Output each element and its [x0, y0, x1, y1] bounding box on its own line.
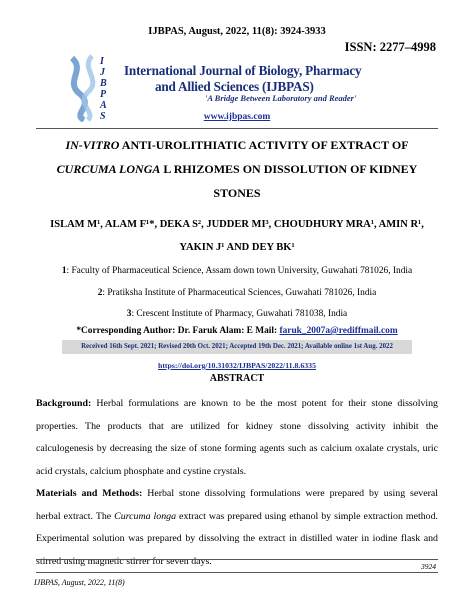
top-divider: [36, 128, 438, 129]
logo-letter-5: A: [100, 100, 107, 111]
authors-line2: YAKIN J¹ AND DEY BK¹: [179, 242, 295, 253]
journal-tagline: 'A Bridge Between Laboratory and Reader': [205, 93, 357, 103]
journal-name-line2: and Allied Sciences (IJBPAS): [155, 79, 314, 94]
title-italic-part: IN-VITRO: [65, 138, 120, 152]
logo-letter-2: J: [100, 67, 105, 78]
logo-letter-6: S: [100, 111, 106, 122]
methods-label: Materials and Methods:: [36, 488, 143, 499]
methods-text-a: Herbal stone dissolving formulations were prepared by using several herbal extract. The: [36, 488, 438, 522]
affiliation-number: 3: [126, 309, 132, 319]
footer-citation: IJBPAS, August, 2022, 11(8): [34, 578, 125, 587]
footer-divider-top: [36, 559, 438, 560]
affiliation-3: [0, 309, 474, 319]
article-dates-bar: Received 16th Sept. 2021; Revised 20th Oct. 2021; Accepted 19th Dec. 2021; Available online 1st Aug. 2022: [62, 340, 412, 354]
background-label: Background:: [36, 398, 92, 409]
logo-letter-4: P: [100, 89, 107, 100]
author-email-link[interactable]: faruk_2007a@rediffmail.com: [279, 326, 398, 336]
methods-species: Curcuma longa: [114, 510, 177, 522]
affiliation-text: : Pratiksha Institute of Pharmaceutical Sciences, Guwahati 781026, India: [102, 288, 377, 298]
journal-name-line1: International Journal of Biology, Pharmacy: [124, 63, 362, 78]
issn: ISSN: 2277–4998: [344, 40, 436, 54]
affiliation-number: 1: [61, 266, 67, 276]
logo-letter-1: I: [100, 56, 104, 67]
logo-letter-3: B: [100, 78, 107, 89]
affiliation-2: [0, 288, 474, 298]
background-text: Herbal formulations are known to be the most potent for their stone dissolving properties. The products that are utilized for kidney stone dissolving activity inhibit the calculogenesis by decreasing the size of stone forming agents such as calcium oxalate crystals, uric acid crystals, calcium phosphate and cystine crystals.: [36, 398, 438, 477]
corresponding-author: [0, 326, 474, 336]
header-citation: IJBPAS, August, 2022, 11(8): 3924-3933: [148, 26, 326, 37]
article-title-line2: [0, 162, 474, 177]
abstract-background: [36, 393, 438, 483]
corresponding-label: *Corresponding Author: Dr. Faruk Alam: E Mail:: [76, 326, 280, 336]
title-rest-part: ANTI-UROLITHIATIC ACTIVITY OF EXTRACT OF: [119, 138, 409, 152]
article-title-line1: [0, 138, 474, 153]
footer-divider-bottom: [36, 572, 438, 573]
affiliation-text: : Crescent Institute of Pharmacy, Guwahati 781038, India: [131, 309, 348, 319]
journal-website-link[interactable]: www.ijbpas.com: [203, 112, 271, 122]
affiliation-number: 2: [97, 288, 103, 298]
article-title-line3: STONES: [213, 186, 261, 200]
methods-text-b: extract was prepared using ethanol by simple extraction method. Experimental solution was prepared by dissolving the extract in distilled water in iodine flask and stirred using magnetic stirrer for seven days.: [36, 510, 439, 567]
authors-line1: ISLAM M¹, ALAM F¹*, DEKA S², JUDDER MI³, CHOUDHURY MRA¹, AMIN R¹,: [50, 219, 424, 230]
abstract-heading: ABSTRACT: [209, 373, 265, 384]
affiliation-text: : Faculty of Pharmaceutical Science, Assam down town University, Guwahati 781026, India: [66, 266, 413, 276]
title-rest-part-2: L RHIZOMES ON DISSOLUTION OF KIDNEY: [160, 162, 418, 176]
doi-link[interactable]: https://doi.org/10.31032/IJBPAS/2022/11.8.6335: [158, 361, 316, 370]
page-number: 3924: [421, 562, 436, 571]
title-species: CURCUMA LONGA: [56, 162, 161, 176]
affiliation-1: [0, 266, 474, 276]
